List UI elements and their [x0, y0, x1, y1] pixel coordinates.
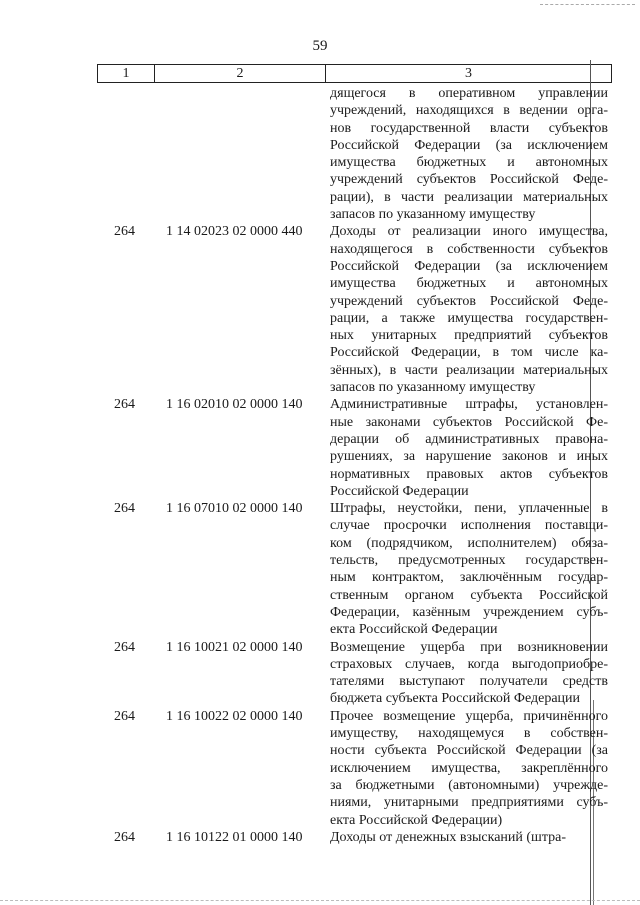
kbk-code-cell: 1 16 10022 02 0000 140: [166, 708, 303, 724]
kbk-code-cell: 1 16 10122 01 0000 140: [166, 829, 303, 845]
description-line: нормативных правовых актов субъектов: [330, 466, 608, 482]
description-line: Прочее возмещение ущерба, причинённого: [330, 708, 608, 724]
description-line: рушениях, за нарушение законов и иных: [330, 449, 608, 465]
description-line: бюджета субъекта Российской Федерации: [330, 691, 581, 707]
description-line: екта Российской Федерации: [330, 622, 498, 638]
description-line: ных унитарных предприятий субъектов: [330, 328, 608, 344]
description-line: тателями выступают получатели средств: [330, 674, 608, 690]
header-col-1: 1: [98, 65, 155, 82]
header-col-3: 3: [465, 65, 472, 81]
description-cell: [330, 708, 608, 829]
description-line: екта Российской Федерации): [330, 812, 503, 828]
kbk-code-cell: 1 14 02023 02 0000 440: [166, 224, 303, 240]
description-cell: [330, 85, 608, 223]
table-header-row: [97, 64, 612, 83]
admin-code-cell: 264: [114, 829, 135, 845]
description-line: Доходы от денежных взысканий (штра-: [330, 829, 566, 845]
description-line: Федерации, казённым учреждением субъ-: [330, 604, 608, 620]
description-line: дерации об административных правона-: [330, 431, 608, 447]
kbk-code-cell: 1 16 02010 02 0000 140: [166, 397, 303, 413]
description-line: Административные штрафы, установлен-: [330, 397, 608, 413]
description-line: рации, а также имущества государствен-: [330, 310, 608, 326]
description-line: зённых), в части реализации материальных: [330, 362, 608, 378]
description-line: имуществу, находящемуся в собствен-: [330, 726, 608, 742]
description-line: дящегося в оперативном управлении: [330, 86, 608, 101]
description-cell: [330, 829, 608, 846]
header-col-2: 2: [155, 65, 326, 82]
description-cell: [330, 639, 608, 708]
description-line: учреждений, находящихся в ведении орга-: [330, 103, 608, 119]
scan-edge-top: [540, 4, 635, 5]
scan-edge-bottom: [0, 900, 640, 901]
description-line: запасов по указанному имуществу: [330, 380, 536, 396]
description-line: нов государственной власти субъектов: [330, 120, 608, 136]
description-line: находящегося в собственности субъектов: [330, 241, 608, 257]
description-line: Штрафы, неустойки, пени, уплаченные в: [330, 501, 608, 517]
admin-code-cell: 264: [114, 708, 135, 724]
description-line: учреждений субъектов Российской Феде-: [330, 172, 608, 188]
description-line: за бюджетными (автономными) учрежде-: [330, 777, 608, 793]
description-line: ственным органом субъекта Российской: [330, 587, 608, 603]
admin-code-cell: 264: [114, 224, 135, 240]
description-line: Российской Федерации: [330, 483, 469, 499]
description-line: Российской Федерации, в том числе ка-: [330, 345, 608, 361]
description-line: Возмещение ущерба при возникновении: [330, 639, 608, 655]
description-line: ные законами субъектов Российской Фе-: [330, 414, 608, 430]
description-cell: [330, 396, 608, 500]
description-cell: [330, 223, 608, 396]
description-line: учреждений субъектов Российской Феде-: [330, 293, 608, 309]
description-line: Доходы от реализации иного имущества,: [330, 224, 608, 240]
description-line: имущества бюджетных и автономных: [330, 276, 608, 292]
description-line: ности субъекта Российской Федерации (за: [330, 743, 608, 759]
description-line: ком (подрядчиком, исполнителем) обяза-: [330, 535, 608, 551]
description-line: тельств, предусмотренных государствен-: [330, 553, 608, 569]
kbk-code-cell: 1 16 10021 02 0000 140: [166, 639, 303, 655]
description-line: исключением имущества, закреплённого: [330, 760, 608, 776]
description-line: Российской Федерации (за исключением: [330, 258, 608, 274]
description-line: имущества бюджетных и автономных: [330, 155, 608, 171]
page-number: 59: [312, 38, 328, 54]
description-cell: [330, 500, 608, 638]
description-line: страховых случаев, когда выгодоприобре-: [330, 656, 608, 672]
description-line: Российской Федерации (за исключением: [330, 137, 608, 153]
kbk-code-cell: 1 16 07010 02 0000 140: [166, 501, 303, 517]
admin-code-cell: 264: [114, 501, 135, 517]
description-line: рации), в части реализации материальных: [330, 189, 608, 205]
description-line: запасов по указанному имуществу: [330, 207, 536, 223]
description-line: случае просрочки исполнения поставщи-: [330, 518, 608, 534]
description-line: ным контрактом, заключённым государ-: [330, 570, 608, 586]
description-line: ниями, унитарными предприятиями субъ-: [330, 795, 608, 811]
admin-code-cell: 264: [114, 639, 135, 655]
admin-code-cell: 264: [114, 397, 135, 413]
